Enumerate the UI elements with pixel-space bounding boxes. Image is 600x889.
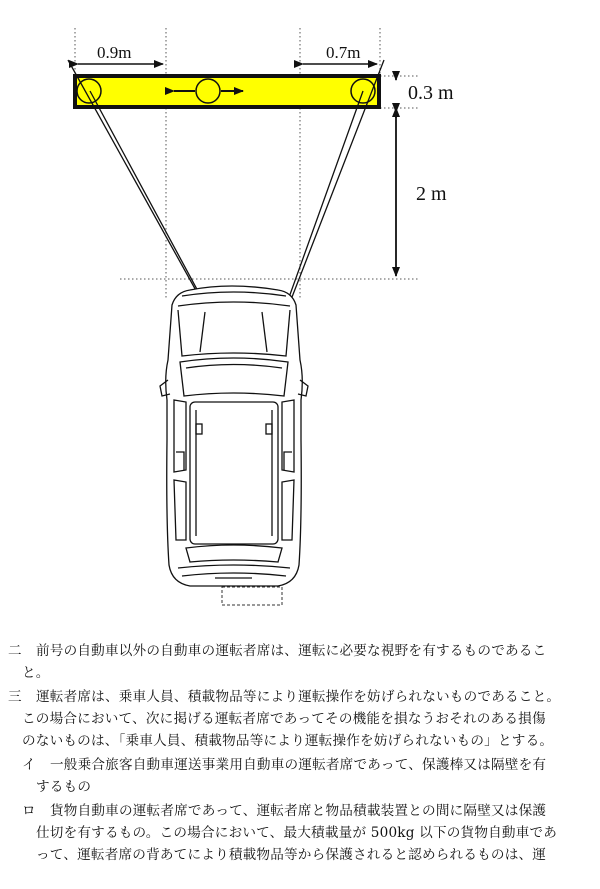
- item-3-line-3: のないものは、「乗車人員、積載物品等により運転操作を妨げられないもの」とする。: [22, 733, 554, 749]
- item-ro-line-3: って、運転者席の背あてにより積載物品等から保護されると認められるものは、運: [36, 847, 547, 863]
- item-ro-line-1: 貨物自動車の運転者席であって、運転者席と物品積載装置との間に隔壁又は保護: [50, 803, 547, 819]
- item-2-number: 二: [8, 643, 22, 659]
- spare-tire-outline: [222, 587, 282, 605]
- item-3-line-2: この場合において、次に掲げる運転者席であってその機能を損なうおそれのある損傷: [22, 711, 546, 727]
- dim-height-label: 0.3 m: [408, 82, 454, 104]
- car-top-view-icon: [160, 286, 308, 586]
- dim-left-label: 0.9m: [97, 43, 132, 62]
- item-ro-line-2: 仕切を有するもの。この場合において、最大積載量が 500kg 以下の貨物自動車であ: [36, 825, 558, 841]
- item-3-line-1: 運転者席は、乗車人員、積載物品等により運転操作を妨げられないものであること。: [36, 689, 561, 705]
- item-2-line-1: 前号の自動車以外の自動車の運転者席は、運転に必要な視野を有するものであるこ: [36, 643, 547, 659]
- item-2-line-2: と。: [22, 665, 50, 681]
- item-i-number: イ: [22, 757, 36, 773]
- dim-right-label: 0.7m: [326, 43, 361, 62]
- guide-lines: [75, 28, 420, 300]
- item-i-line-1: 一般乗合旅客自動車運送事業用自動車の運転者席であって、保護棒又は隔壁を有: [50, 757, 547, 773]
- item-ro-number: ロ: [22, 803, 36, 819]
- dim-distance-label: 2 m: [416, 183, 447, 205]
- item-3-number: 三: [8, 689, 22, 705]
- item-i-line-2: するもの: [36, 779, 92, 795]
